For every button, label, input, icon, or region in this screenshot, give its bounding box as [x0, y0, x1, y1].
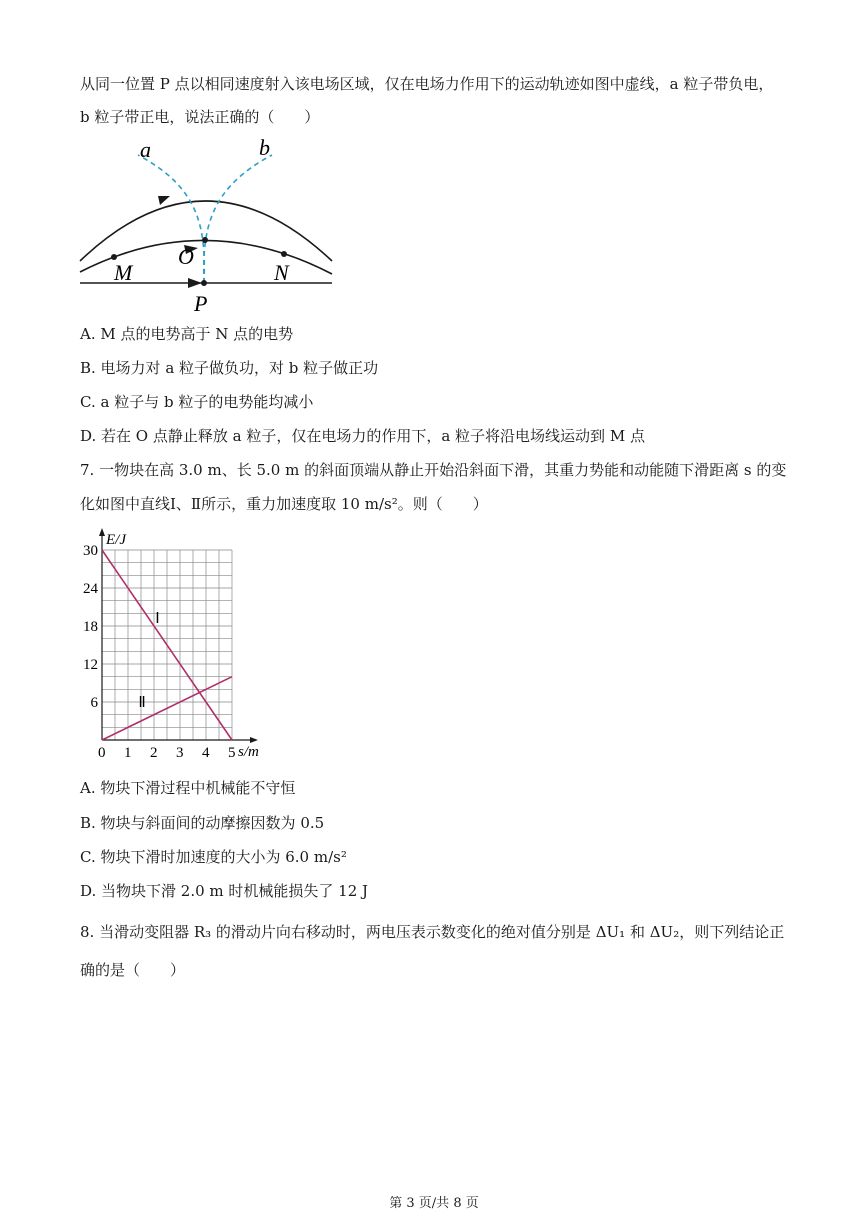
q7-stem-line-1: 7. 一物块在高 3.0 m、长 5.0 m 的斜面顶端从静止开始沿斜面下滑，其重力势能和动能随下滑距离 s 的变	[80, 461, 787, 479]
q6-option-b: B. 电场力对 a 粒子做负功，对 b 粒子做正功	[80, 359, 379, 377]
q6-option-d: D. 若在 O 点静止释放 a 粒子，仅在电场力的作用下，a 粒子将沿电场线运动到 M 点	[80, 427, 645, 445]
label-P: P	[194, 291, 208, 316]
q8-stem-line-2: 确的是（ ）	[80, 961, 186, 979]
q6-option-a: A. M 点的电势高于 N 点的电势	[80, 325, 294, 343]
trajectory-b	[204, 155, 272, 283]
arrow-icon-bottom	[188, 278, 202, 288]
trajectory-a	[138, 155, 204, 283]
y-tick-label: 30	[83, 543, 98, 559]
series-label-2: Ⅱ	[138, 695, 146, 712]
q6-intro-line-1: 从同一位置 P 点以相同速度射入该电场区域，仅在电场力作用下的运动轨迹如图中虚线，a 粒子带负电，	[80, 75, 774, 93]
electric-field-figure	[70, 133, 345, 318]
arrow-icon-top	[158, 196, 170, 205]
y-tick-label: 18	[83, 619, 98, 635]
label-a: a	[140, 137, 151, 162]
field-line-top	[80, 201, 332, 261]
y-axis-arrow-icon	[99, 528, 105, 536]
x-tick-label: 4	[202, 745, 210, 761]
y-tick-label: 24	[83, 581, 98, 597]
q7-option-b: B. 物块与斜面间的动摩擦因数为 0.5	[80, 814, 325, 832]
y-axis-label: E/J	[106, 532, 126, 548]
label-b: b	[259, 135, 270, 160]
q7-option-c: C. 物块下滑时加速度的大小为 6.0 m/s²	[80, 848, 347, 866]
point-O	[202, 237, 208, 243]
chart-tick-labels	[83, 543, 236, 761]
label-N: N	[274, 260, 289, 285]
label-O: O	[178, 244, 194, 269]
q6-intro-line-2: b 粒子带正电，说法正确的（ ）	[80, 108, 320, 126]
y-tick-label: 6	[90, 695, 98, 711]
energy-chart	[76, 526, 276, 766]
x-tick-label: 2	[150, 745, 158, 761]
q8-stem-line-1: 8. 当滑动变阻器 R₃ 的滑动片向右移动时，两电压表示数变化的绝对值分别是 ΔU₁ 和 ΔU₂，则下列结论正	[80, 923, 785, 941]
point-N	[281, 251, 287, 257]
q6-option-c: C. a 粒子与 b 粒子的电势能均减小	[80, 393, 314, 411]
page-footer: 第 3 页/共 8 页	[389, 1196, 479, 1211]
x-tick-label: 1	[124, 745, 132, 761]
q7-option-a: A. 物块下滑过程中机械能不守恒	[80, 779, 296, 797]
x-tick-label: 0	[98, 745, 106, 761]
q7-option-d: D. 当物块下滑 2.0 m 时机械能损失了 12 J	[80, 882, 369, 900]
series-label-1: Ⅰ	[155, 610, 160, 627]
x-axis-label: s/m	[238, 744, 259, 760]
label-M: M	[114, 260, 133, 285]
q7-stem-line-2: 化如图中直线Ⅰ、Ⅱ所示，重力加速度取 10 m/s²。则（ ）	[80, 495, 488, 513]
y-tick-label: 12	[83, 657, 98, 673]
chart-axes	[99, 528, 258, 743]
point-P	[201, 280, 207, 286]
x-tick-label: 5	[228, 745, 236, 761]
x-tick-label: 3	[176, 745, 184, 761]
x-axis-arrow-icon	[250, 737, 258, 743]
